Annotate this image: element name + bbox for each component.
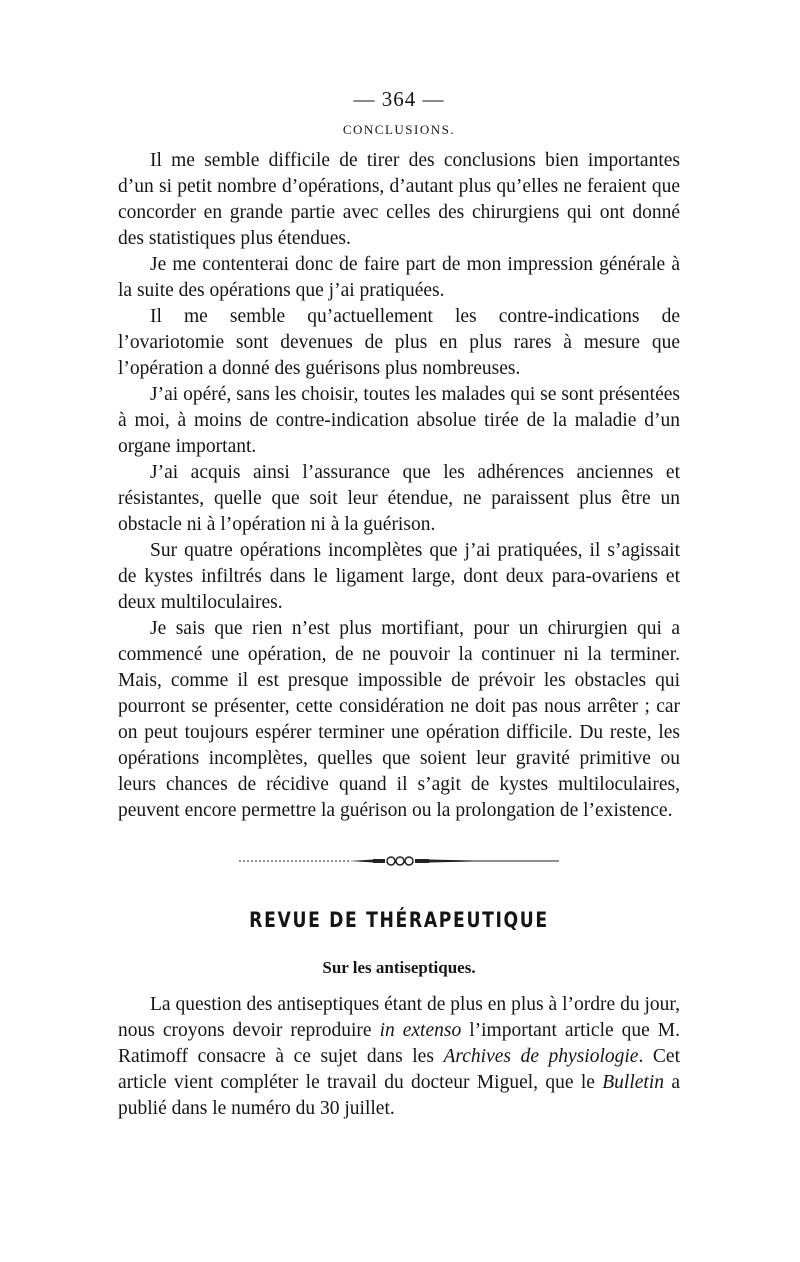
intro-text-c: l’important article que M. Ratimoff consacre à ce sujet dans les: [118, 1020, 681, 1067]
revue-intro-paragraph: [118, 992, 680, 1122]
paragraph-5: J’ai acquis ainsi l’assurance que les adhérences anciennes et résistantes, quelle que soit leur étendue, ne paraissent plus être un obstacle ni à l’opération ni à la guérison.: [118, 462, 680, 535]
section-heading: CONCLUSIONS.: [342, 122, 456, 137]
intro-text-a: La question des antiseptiques étant de plus en plus à l’ordre du jour, nous croyons devoir reproduire: [118, 994, 680, 1041]
page-number: — 364 —: [353, 87, 445, 111]
paragraph-2: Je me contenterai donc de faire part de mon impression générale à la suite des opérations que j’ai pratiquées.: [118, 254, 680, 301]
revue-title: REVUE DE THÉRAPEUTIQUE: [249, 908, 549, 932]
intro-text-e: . Cet article vient compléter le travail du docteur Miguel, que le: [118, 1046, 680, 1093]
paragraph-1: Il me semble difficile de tirer des conclusions bien importantes d’un si petit nombre d’opérations, d’autant plus qu’elles ne feraient que concorder en grande partie avec celles des chirurgiens qui ont donné des statistiques plus étendues.: [118, 150, 680, 249]
book-page: [118, 84, 680, 1122]
paragraph-3: Il me semble qu’actuellement les contre-indications de l’ovariotomie sont devenues de plus en plus rares à mesure que l’opération a donné des guérisons plus nombreuses.: [118, 306, 680, 379]
intro-text-g: a publié dans le numéro du 30 juillet.: [118, 1072, 681, 1119]
ornament-rule-icon: [239, 854, 559, 868]
intro-italic-in-extenso: in extenso: [379, 1020, 462, 1041]
paragraph-6: Sur quatre opérations incomplètes que j’ai pratiquées, il s’agissait de kystes infiltrés dans le ligament large, dont deux para-ovariens et deux multiloculaires.: [118, 540, 680, 613]
paragraph-7: Je sais que rien n’est plus mortifiant, pour un chirurgien qui a commencé une opération, de ne pouvoir la continuer ni la terminer. Mais, comme il est presque impossible de prévoir les obstacles qui pourront se présenter, cette considération ne doit pas nous arrêter ; car on peut toujours espérer terminer une opération difficile. Du reste, les opérations incomplètes, quelles que soient leur gravité primitive ou leurs chances de récidive quand il s’agit de kystes multiloculaires, peuvent encore permettre la guérison ou la prolongation de l’existence.: [118, 618, 680, 821]
revue-subtitle: Sur les antiseptiques.: [322, 958, 476, 977]
ornamental-divider: [239, 854, 559, 868]
intro-italic-bulletin: Bulletin: [602, 1072, 665, 1093]
intro-italic-archives: Archives de physiologie: [443, 1046, 639, 1067]
paragraph-4: J’ai opéré, sans les choisir, toutes les malades qui se sont présentées à moi, à moins de contre-indication absolue tirée de la maladie d’un organe important.: [118, 384, 680, 457]
